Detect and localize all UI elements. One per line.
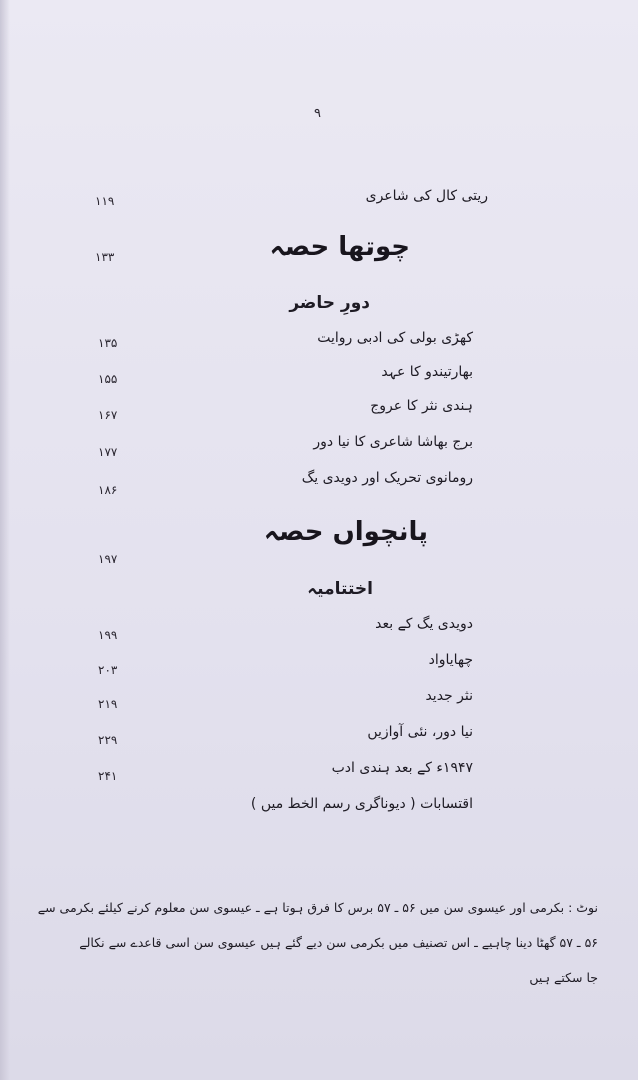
toc-entry-page: ۱۱۹ [95, 194, 115, 208]
toc-entry-title: کھڑی بولی کی ادبی روایت [317, 330, 473, 346]
toc-entry-page: ۲۴۱ [98, 769, 118, 783]
page-number: ۹ [314, 106, 321, 121]
part-heading: پانچواں حصہ [263, 517, 428, 547]
toc-entry-page: ۲۲۹ [98, 733, 118, 747]
part-heading: چوتھا حصہ [269, 232, 410, 262]
footnote-line: جا سکتے ہیں [529, 970, 598, 985]
toc-entry-title: نثر جدید [425, 688, 473, 704]
toc-entry-page: ۱۶۷ [98, 408, 118, 422]
toc-entry-page: ۱۳۵ [98, 336, 118, 350]
toc-entry-page: ۲۱۹ [98, 697, 118, 711]
toc-entry-page: ۱۹۷ [98, 552, 118, 566]
footnote-line: نوٹ : بکرمی اور عیسوی سن میں ۵۶ ـ ۵۷ برس کا فرق ہوتا ہے ـ عیسوی سن معلوم کرنے کیلئے بکرمی سے [37, 900, 598, 915]
toc-entry-title: ۱۹۴۷ء کے بعد ہندی ادب [331, 760, 473, 776]
toc-entry-page: ۱۸۶ [98, 483, 118, 497]
toc-entry-page: ۲۰۳ [98, 663, 118, 677]
toc-entry-title: دویدی یگ کے بعد [375, 616, 473, 632]
toc-entry-title: چھایاواد [428, 652, 473, 668]
toc-entry-title: برج بھاشا شاعری کا نیا دور [313, 434, 473, 450]
toc-entry-page: ۱۷۷ [98, 445, 118, 459]
toc-entry-page: ۱۵۵ [98, 372, 118, 386]
toc-entry-page: ۱۹۹ [98, 628, 118, 642]
page-edge-shadow [0, 0, 10, 1080]
toc-entry-title: نیا دور، نئی آوازیں [367, 724, 473, 740]
footnote-line: ۵۶ ـ ۵۷ گھٹا دینا چاہیے ـ اس تصنیف میں بکرمی سن دیے گئے ہیں عیسوی سن اسی قاعدے سے نکالے [79, 935, 598, 950]
toc-entry-title: رومانوی تحریک اور دویدی یگ [301, 470, 473, 486]
toc-entry-title: ریتی کال کی شاعری [365, 188, 488, 204]
toc-entry-title: بھارتیندو کا عہد [381, 364, 473, 380]
part-subtitle: اختتامیہ [307, 579, 373, 599]
toc-entry-title: ہندی نثر کا عروج [370, 398, 473, 414]
toc-entry-title: اقتسابات ( دیوناگری رسم الخط میں ) [250, 796, 473, 812]
part-subtitle: دورِ حاضر [289, 293, 370, 313]
toc-entry-page: ۱۳۳ [95, 250, 115, 264]
